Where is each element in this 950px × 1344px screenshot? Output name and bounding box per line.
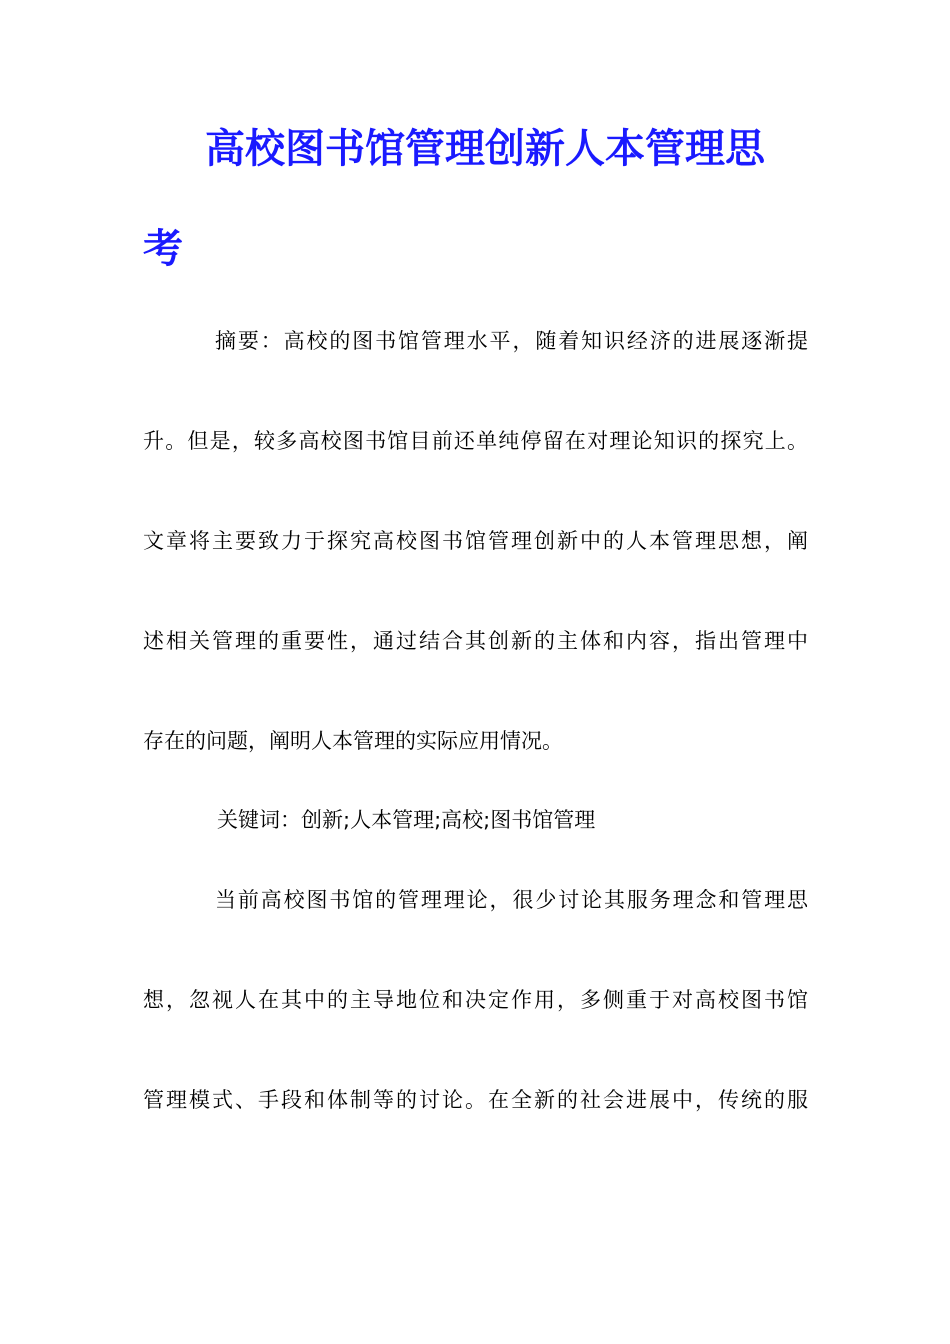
abstract-line-1: 摘要：高校的图书馆管理水平，随着知识经济的进展逐渐提 xyxy=(215,329,808,353)
abstract-line-5: 存在的问题，阐明人本管理的实际应用情况。 xyxy=(143,729,563,753)
body-line-1: 当前高校图书馆的管理理论，很少讨论其服务理念和管理思 xyxy=(215,888,808,912)
document-title-line-1: 高校图书馆管理创新人本管理思 xyxy=(205,125,765,172)
document-title-line-2: 考 xyxy=(143,225,183,272)
abstract-line-4: 述相关管理的重要性，通过结合其创新的主体和内容，指出管理中 xyxy=(143,629,808,653)
keywords-line: 关键词：创新;人本管理;高校;图书馆管理 xyxy=(217,808,596,832)
body-line-3: 管理模式、手段和体制等的讨论。在全新的社会进展中，传统的服 xyxy=(143,1088,808,1112)
abstract-line-2: 升。但是，较多高校图书馆目前还单纯停留在对理论知识的探究上。 xyxy=(143,429,808,453)
abstract-line-3: 文章将主要致力于探究高校图书馆管理创新中的人本管理思想，阐 xyxy=(143,529,808,553)
body-line-2: 想，忽视人在其中的主导地位和决定作用，多侧重于对高校图书馆 xyxy=(143,988,808,1012)
